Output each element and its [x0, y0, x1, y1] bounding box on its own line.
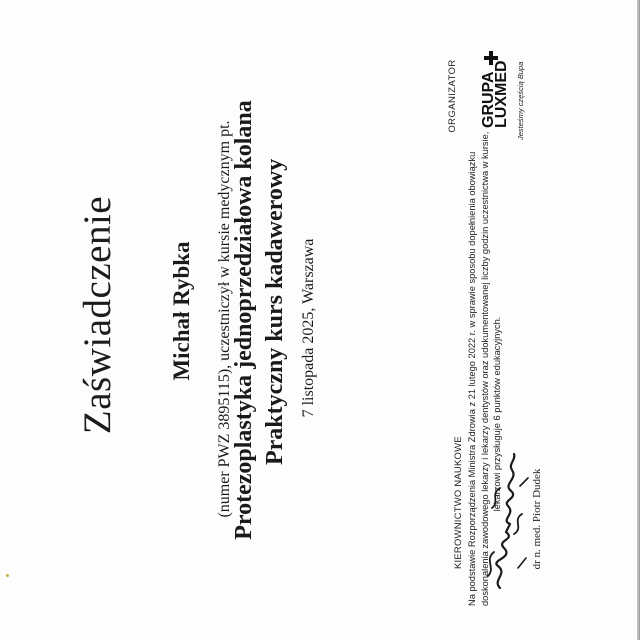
logo-luxmed-text: LUXMED — [493, 60, 510, 128]
logo-grupa-text: GRUPA — [480, 71, 497, 128]
paper-speck — [6, 574, 9, 577]
recipient-name: Michał Rybka — [169, 241, 194, 381]
scientific-lead-label: KIEROWNICTWO NAUKOWE — [453, 436, 464, 569]
certificate-title: Zaświadczenie — [76, 195, 119, 435]
course-title-line1: Protezoplastyka jednoprzedziałowa kolana — [231, 100, 257, 540]
logo-tagline: Jesteśmy częścią Bupa — [516, 61, 525, 140]
scientific-lead-name: dr n. med. Piotr Dudek — [531, 468, 543, 570]
plus-icon — [483, 50, 499, 66]
legal-line-1: Na podstawie Rozporządzenia Ministra Zdrowia z 21 lutego 2022 r. w sprawie sposobu dopełnienia obowiązku — [467, 151, 477, 606]
legal-line-2: doskonalenia zawodowego lekarzy i lekarzy dentystów oraz udokumentowanej liczby godzin uczestnictwa w kursie, — [479, 131, 490, 606]
date-place: 7 listopada 2025, Warszawa — [300, 238, 317, 418]
course-title-line2: Praktyczny kurs kadawerowy — [262, 158, 288, 465]
legal-line-3: lekarzowi przysługuje 6 punktów edukacyjnych. — [492, 316, 502, 512]
organizer-label: ORGANIZATOR — [447, 59, 458, 133]
participant-line: (numer PWZ 3895115), uczestniczył w kursie medycznym pt. — [216, 120, 233, 518]
